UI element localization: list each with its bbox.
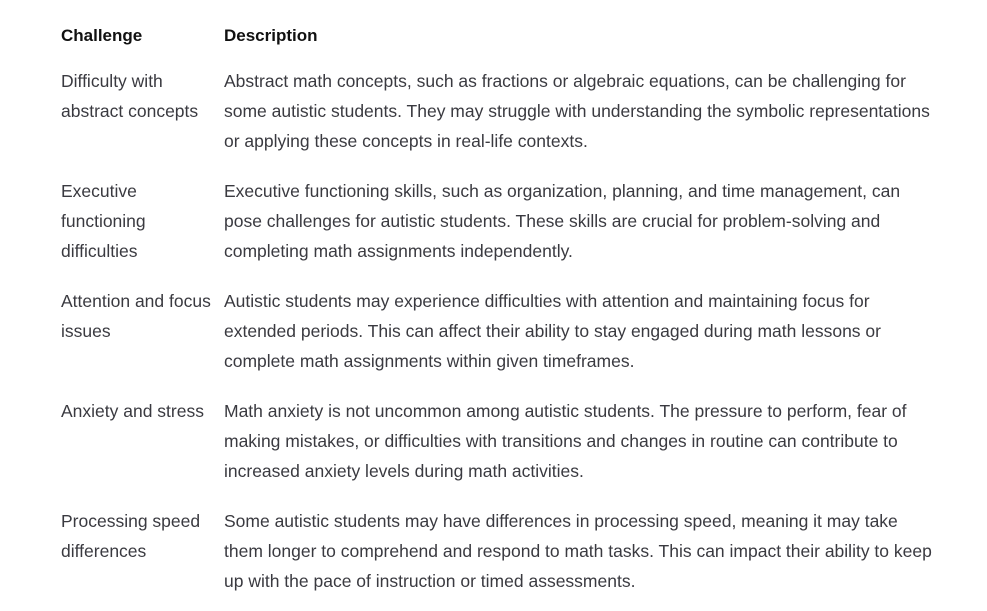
table-header [61, 20, 941, 66]
header-row [61, 20, 941, 66]
challenge-cell: Processing speed differences [61, 511, 201, 561]
description-cell: Abstract math concepts, such as fractions or algebraic equations, can be challenging for some autistic students. They may struggle with understanding the symbolic representations or applying these concepts in real-life contexts. [224, 71, 930, 151]
challenge-cell: Anxiety and stress [61, 401, 204, 421]
table-row [61, 286, 941, 396]
description-cell: Math anxiety is not uncommon among autistic students. The pressure to perform, fear of making mistakes, or difficulties with transitions and changes in routine can contribute to increased anxiety levels during math activities. [224, 401, 907, 481]
header-description: Description [224, 26, 318, 45]
challenge-cell: Executive functioning difficulties [61, 181, 146, 261]
challenge-cell: Attention and focus issues [61, 291, 211, 341]
challenges-table [61, 20, 941, 611]
table-row [61, 396, 941, 506]
table-row [61, 66, 941, 176]
header-challenge: Challenge [61, 26, 143, 45]
table-row [61, 176, 941, 286]
table-body [61, 66, 941, 611]
description-cell: Autistic students may experience difficulties with attention and maintaining focus for extended periods. This can affect their ability to stay engaged during math lessons or complete math assignments within given timeframes. [224, 291, 881, 371]
challenge-cell: Difficulty with abstract concepts [61, 71, 199, 121]
table-row [61, 506, 941, 611]
description-cell: Executive functioning skills, such as organization, planning, and time management, can pose challenges for autistic students. These skills are crucial for problem-solving and completing math assignments independently. [224, 181, 901, 261]
description-cell: Some autistic students may have differences in processing speed, meaning it may take them longer to comprehend and respond to math tasks. This can impact their ability to keep up with the pace of instruction or timed assessments. [224, 511, 932, 591]
challenges-table-container [61, 20, 941, 611]
